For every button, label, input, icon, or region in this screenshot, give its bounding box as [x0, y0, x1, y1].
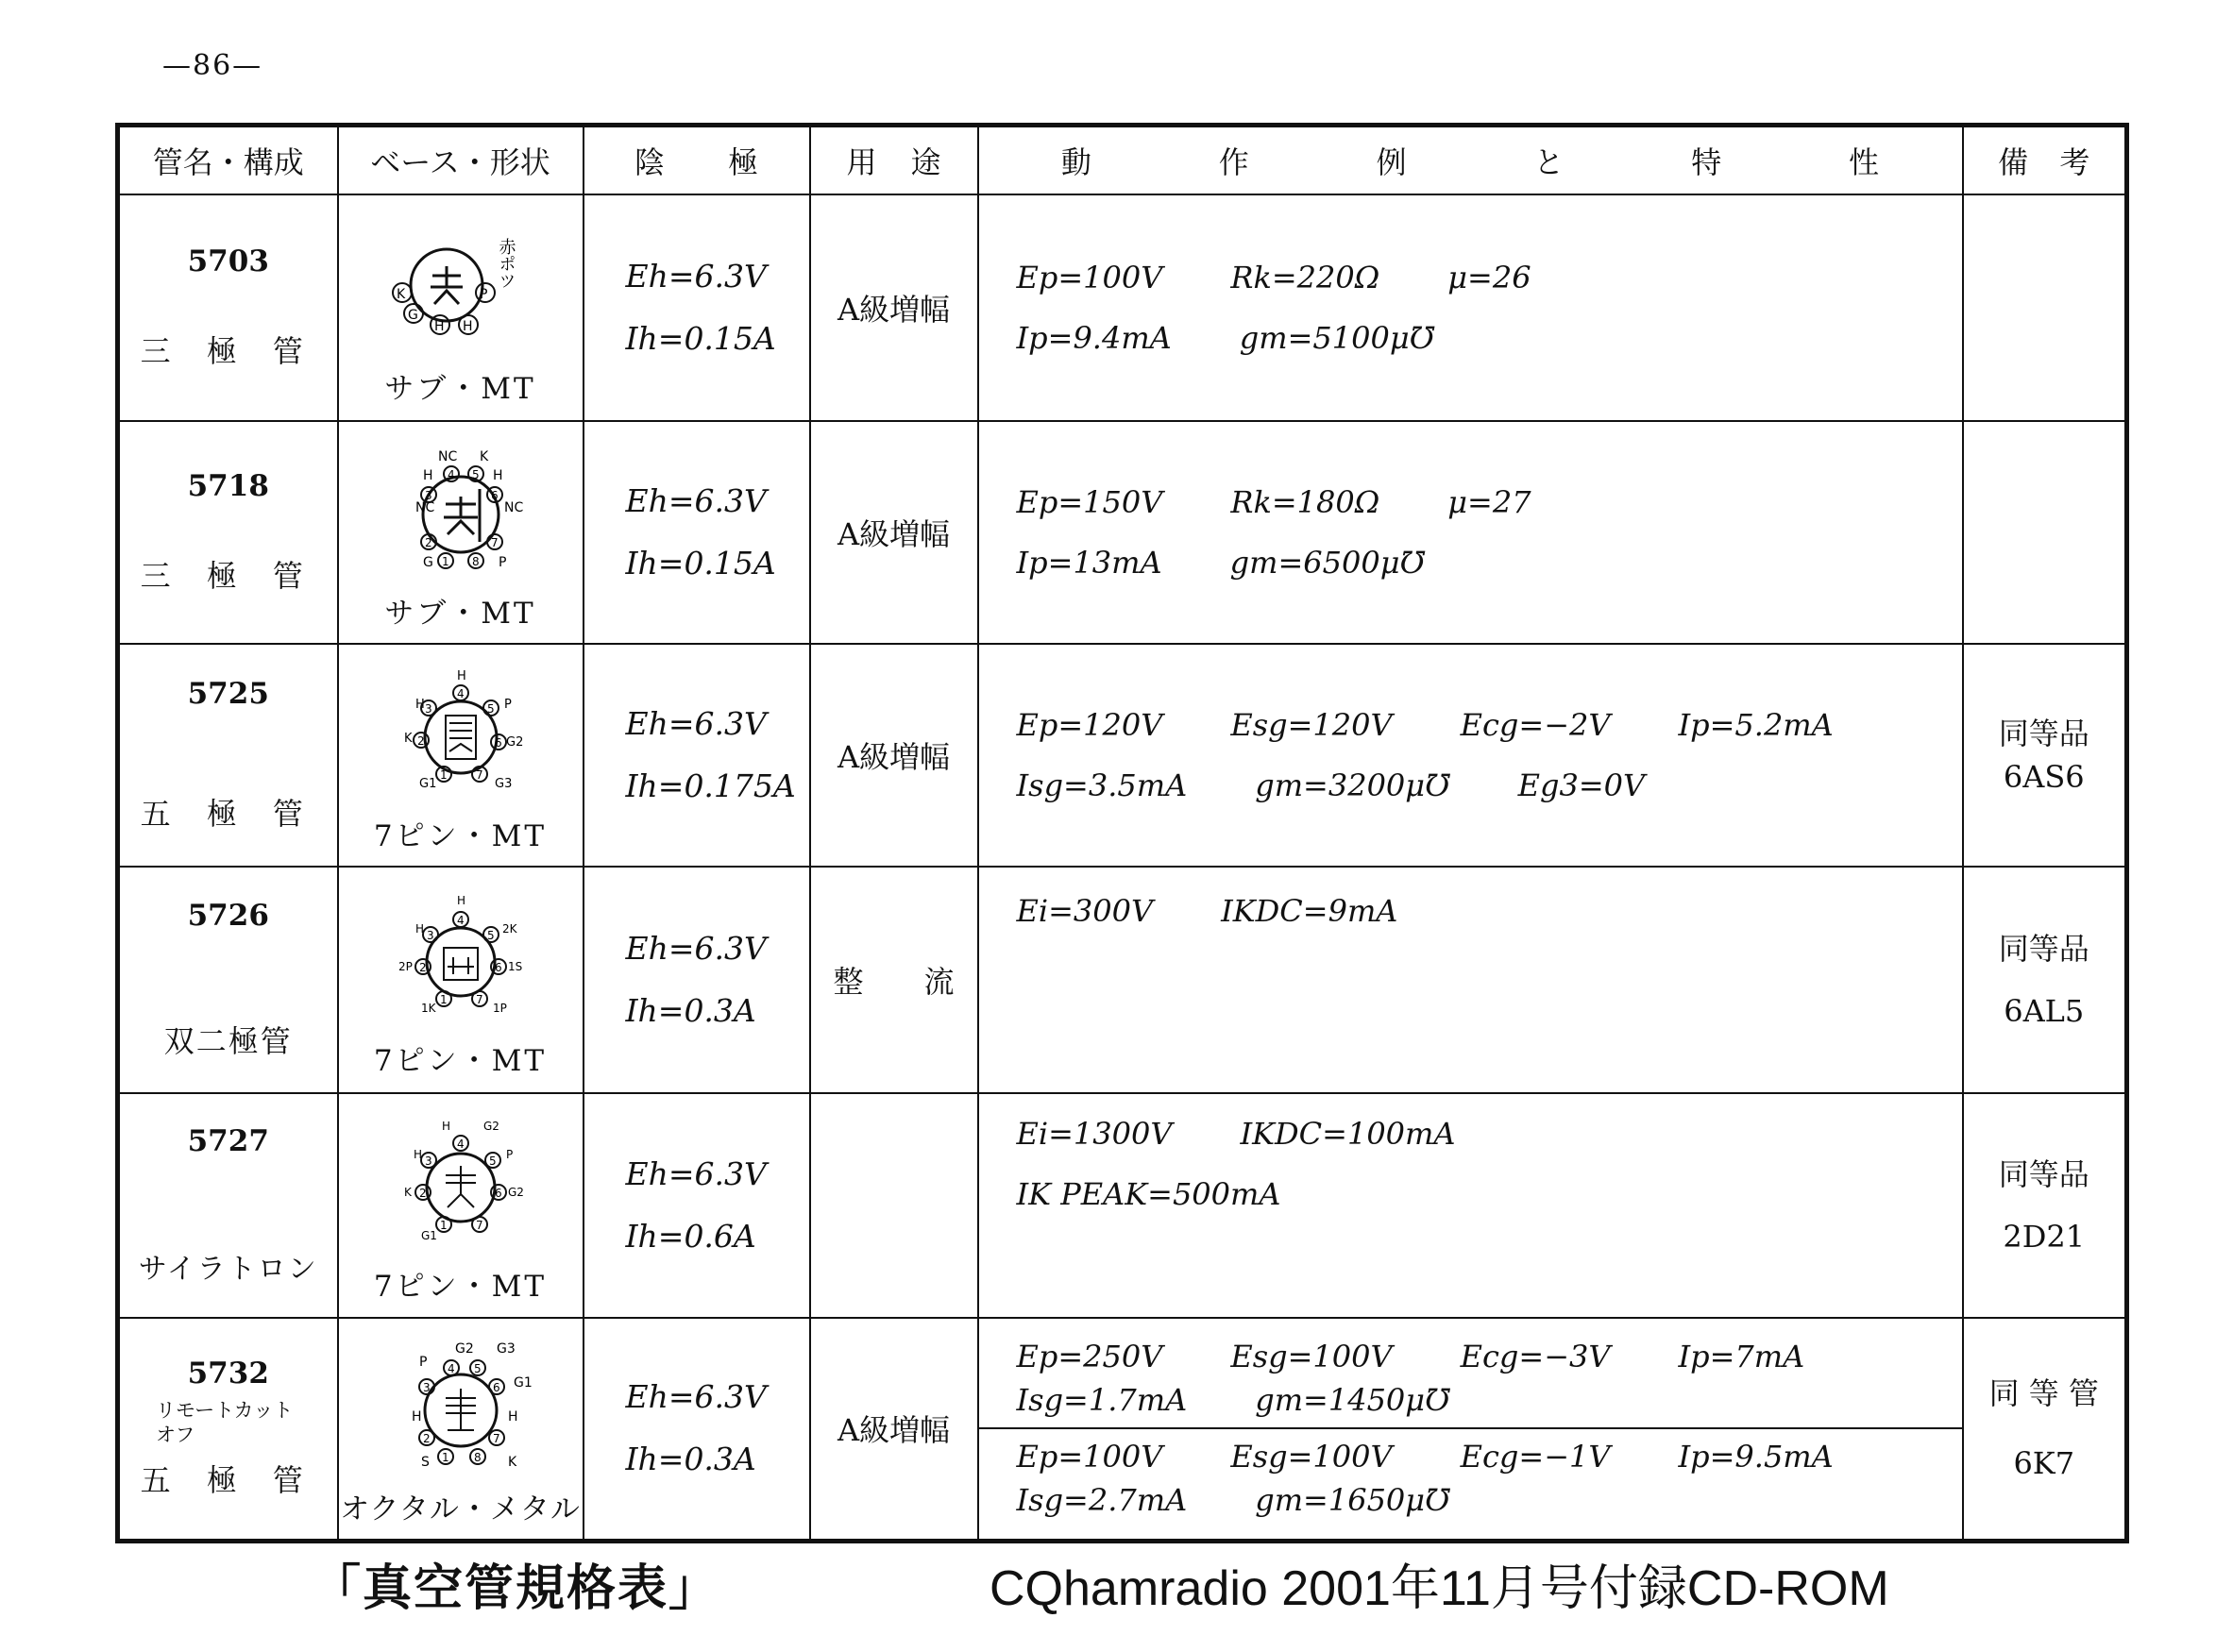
svg-text:H: H: [414, 697, 425, 712]
svg-text:2: 2: [418, 960, 427, 974]
note-cell: [1963, 194, 2127, 421]
svg-text:K: K: [403, 1185, 412, 1199]
heater-voltage: Eh=6.3V: [625, 1155, 767, 1192]
svg-text:G2: G2: [507, 1185, 524, 1199]
tube-number: 5732: [187, 1357, 269, 1391]
header-base: ベース・形状: [338, 126, 584, 195]
base-label: オクタル・メタル: [340, 1492, 581, 1526]
svg-text:H: H: [414, 921, 424, 936]
base-diagram-icon: [366, 444, 555, 585]
svg-text:H: H: [456, 668, 466, 683]
ops-block: Ep=250V Esg=100V Ecg=−3V Ip=7mA Isg=1.7mA gm=1450μ℧: [1016, 1339, 1805, 1419]
note-cell: [1963, 421, 2127, 644]
header-use: 用 途: [810, 126, 978, 195]
heater-current: Ih=0.15A: [625, 545, 776, 582]
heater-current: Ih=0.6A: [625, 1218, 756, 1255]
tube-type: サイラトロン: [138, 1253, 318, 1286]
svg-text:K: K: [507, 1454, 516, 1470]
svg-text:H: H: [507, 1408, 518, 1424]
ops-line: Ep=150V Rk=180Ω μ=27: [1016, 484, 1531, 520]
svg-text:G: G: [422, 554, 433, 570]
table-row: [118, 867, 2127, 1093]
base-diagram-icon: [366, 1340, 555, 1481]
ops-line: Ip=9.4mA gm=5100μ℧: [1016, 320, 1435, 356]
tube-number: 5727: [187, 1124, 269, 1158]
tube-number: 5718: [187, 469, 269, 503]
svg-text:G2: G2: [482, 1119, 499, 1133]
svg-text:7: 7: [490, 535, 499, 549]
note-cell: 同等品 6AL5: [1963, 867, 2127, 1093]
svg-text:5: 5: [473, 1361, 482, 1375]
svg-text:赤ポツ: 赤ポツ: [496, 237, 516, 289]
heater-voltage: Eh=6.3V: [625, 930, 767, 967]
svg-text:P: P: [498, 554, 506, 570]
svg-text:G2: G2: [505, 734, 523, 750]
svg-text:2: 2: [416, 733, 425, 748]
svg-text:3: 3: [422, 1380, 431, 1394]
base-label: サブ・MT: [384, 371, 536, 406]
tube-number: 5726: [187, 899, 269, 933]
svg-text:G2: G2: [454, 1340, 474, 1357]
svg-text:5: 5: [486, 928, 495, 942]
svg-text:5: 5: [488, 1154, 497, 1168]
svg-text:P: P: [479, 286, 487, 302]
base-label: サブ・MT: [384, 596, 536, 631]
svg-text:7: 7: [475, 1218, 483, 1232]
ops-line: Ep=100V Rk=220Ω μ=26: [1016, 260, 1531, 295]
svg-text:8: 8: [471, 554, 480, 568]
svg-text:2P: 2P: [398, 959, 413, 973]
svg-text:6: 6: [490, 488, 499, 502]
note-cell: 同等品 6AS6: [1963, 644, 2127, 867]
base-label: 7ピン・MT: [373, 1269, 548, 1304]
note-cell: 同等品 2D21: [1963, 1093, 2127, 1318]
base-diagram-icon: [366, 1117, 555, 1258]
heater-voltage: Eh=6.3V: [625, 482, 767, 519]
svg-text:3: 3: [424, 701, 432, 716]
base-diagram-icon: [366, 666, 555, 808]
svg-text:K: K: [403, 731, 413, 746]
use-cell: A級増幅: [810, 644, 978, 867]
svg-text:1: 1: [441, 554, 449, 568]
base-diagram-icon: [366, 891, 555, 1033]
svg-text:2K: 2K: [501, 921, 517, 936]
svg-text:6: 6: [494, 735, 502, 750]
header-name: 管名・構成: [118, 126, 338, 195]
svg-text:2: 2: [418, 1186, 427, 1200]
base-label: 7ピン・MT: [373, 818, 548, 853]
header-note: 備 考: [1963, 126, 2127, 195]
svg-text:3: 3: [426, 928, 434, 942]
table-row: [118, 421, 2127, 644]
ops-line: Isg=3.5mA gm=3200μ℧ Eg3=0V: [1016, 767, 1646, 803]
svg-text:1: 1: [439, 1218, 448, 1232]
svg-text:7: 7: [492, 1431, 500, 1445]
svg-text:7: 7: [475, 767, 483, 782]
svg-text:NC: NC: [437, 448, 457, 464]
heater-current: Ih=0.175A: [625, 767, 796, 804]
svg-text:P: P: [503, 697, 512, 712]
svg-text:6: 6: [494, 960, 502, 974]
ops-line: IK PEAK=500mA: [1016, 1176, 1281, 1212]
svg-text:1S: 1S: [507, 959, 522, 973]
svg-text:5: 5: [486, 701, 495, 716]
table-row: [118, 1318, 2127, 1541]
svg-text:1: 1: [439, 767, 448, 782]
svg-text:P: P: [418, 1354, 427, 1370]
svg-text:3: 3: [424, 1154, 432, 1168]
base-diagram-icon: [366, 219, 555, 361]
tube-number: 5725: [187, 677, 269, 711]
ops-line: Ep=120V Esg=120V Ecg=−2V Ip=5.2mA: [1016, 707, 1834, 743]
base-label: 7ピン・MT: [373, 1043, 548, 1078]
svg-text:P: P: [505, 1147, 513, 1161]
svg-text:4: 4: [456, 686, 465, 700]
use-cell: A級増幅: [810, 1318, 978, 1541]
svg-text:H: H: [413, 1147, 422, 1161]
svg-text:1K: 1K: [420, 1001, 436, 1015]
tube-type: 五 極 管: [140, 796, 316, 832]
table-row: [118, 1093, 2127, 1318]
tube-type: 双二極管: [163, 1023, 293, 1059]
header-cathode: 陰 極: [584, 126, 810, 195]
footer-source: CQhamradio 2001年11月号付録CD-ROM: [990, 1561, 1889, 1616]
tube-type: 五 極 管: [140, 1462, 316, 1499]
heater-voltage: Eh=6.3V: [625, 1378, 767, 1416]
svg-text:1: 1: [441, 1450, 449, 1464]
use-cell: A級増幅: [810, 194, 978, 421]
svg-text:G3: G3: [496, 1340, 516, 1357]
svg-text:H: H: [441, 1119, 450, 1133]
heater-current: Ih=0.15A: [625, 320, 776, 357]
svg-text:K: K: [479, 448, 488, 464]
use-cell: [810, 1093, 978, 1318]
table-header-row: [118, 126, 2127, 195]
svg-text:2: 2: [422, 1431, 431, 1445]
svg-text:5: 5: [471, 467, 480, 481]
header-ops: 動 作 例 と 特 性: [978, 126, 1963, 195]
footer-title: 「真空管規格表」: [312, 1560, 720, 1617]
svg-text:8: 8: [473, 1450, 482, 1464]
svg-text:NC: NC: [503, 499, 523, 515]
heater-current: Ih=0.3A: [625, 1441, 756, 1478]
svg-text:K: K: [396, 286, 405, 302]
svg-text:H: H: [411, 1408, 422, 1424]
svg-text:G1: G1: [418, 776, 436, 791]
heater-voltage: Eh=6.3V: [625, 258, 767, 295]
svg-text:G1: G1: [420, 1228, 437, 1242]
ops-line: Ei=1300V IKDC=100mA: [1016, 1116, 1456, 1152]
svg-text:7: 7: [475, 992, 483, 1006]
svg-text:G: G: [407, 307, 418, 323]
tube-number: 5703: [187, 244, 269, 278]
svg-text:4: 4: [447, 1361, 455, 1375]
svg-text:6: 6: [494, 1186, 502, 1200]
svg-text:1P: 1P: [492, 1001, 507, 1015]
svg-text:3: 3: [424, 488, 432, 502]
svg-text:6: 6: [492, 1380, 500, 1394]
heater-voltage: Eh=6.3V: [625, 705, 767, 742]
use-cell: 整 流: [810, 867, 978, 1093]
svg-text:4: 4: [447, 467, 455, 481]
note-cell: 同 等 管 6K7: [1963, 1318, 2127, 1541]
svg-text:H: H: [462, 318, 473, 334]
heater-current: Ih=0.3A: [625, 992, 756, 1029]
svg-text:H: H: [433, 318, 445, 334]
tube-type: 三 極 管: [140, 333, 316, 369]
ops-block: Ep=100V Esg=100V Ecg=−1V Ip=9.5mA Isg=2.7mA gm=1650μ℧: [979, 1427, 1962, 1527]
page-number: —86—: [162, 49, 263, 82]
svg-text:4: 4: [456, 1137, 465, 1151]
svg-text:4: 4: [456, 913, 465, 927]
table-row: [118, 194, 2127, 421]
svg-text:H: H: [456, 893, 465, 907]
svg-text:1: 1: [439, 992, 448, 1006]
tube-subtitle: リモートカット オフ: [156, 1399, 294, 1447]
svg-text:G1: G1: [513, 1374, 533, 1391]
svg-text:H: H: [422, 467, 433, 483]
tube-type: 三 極 管: [140, 558, 316, 594]
svg-text:NC: NC: [414, 499, 434, 515]
svg-text:S: S: [420, 1454, 430, 1470]
table-row: [118, 644, 2127, 867]
svg-text:H: H: [492, 467, 503, 483]
svg-text:G3: G3: [494, 776, 512, 791]
ops-line: Ei=300V IKDC=9mA: [1016, 893, 1398, 929]
svg-text:2: 2: [424, 535, 432, 549]
use-cell: A級増幅: [810, 421, 978, 644]
ops-line: Ip=13mA gm=6500μ℧: [1016, 545, 1426, 581]
tube-spec-table: [115, 123, 2129, 1543]
